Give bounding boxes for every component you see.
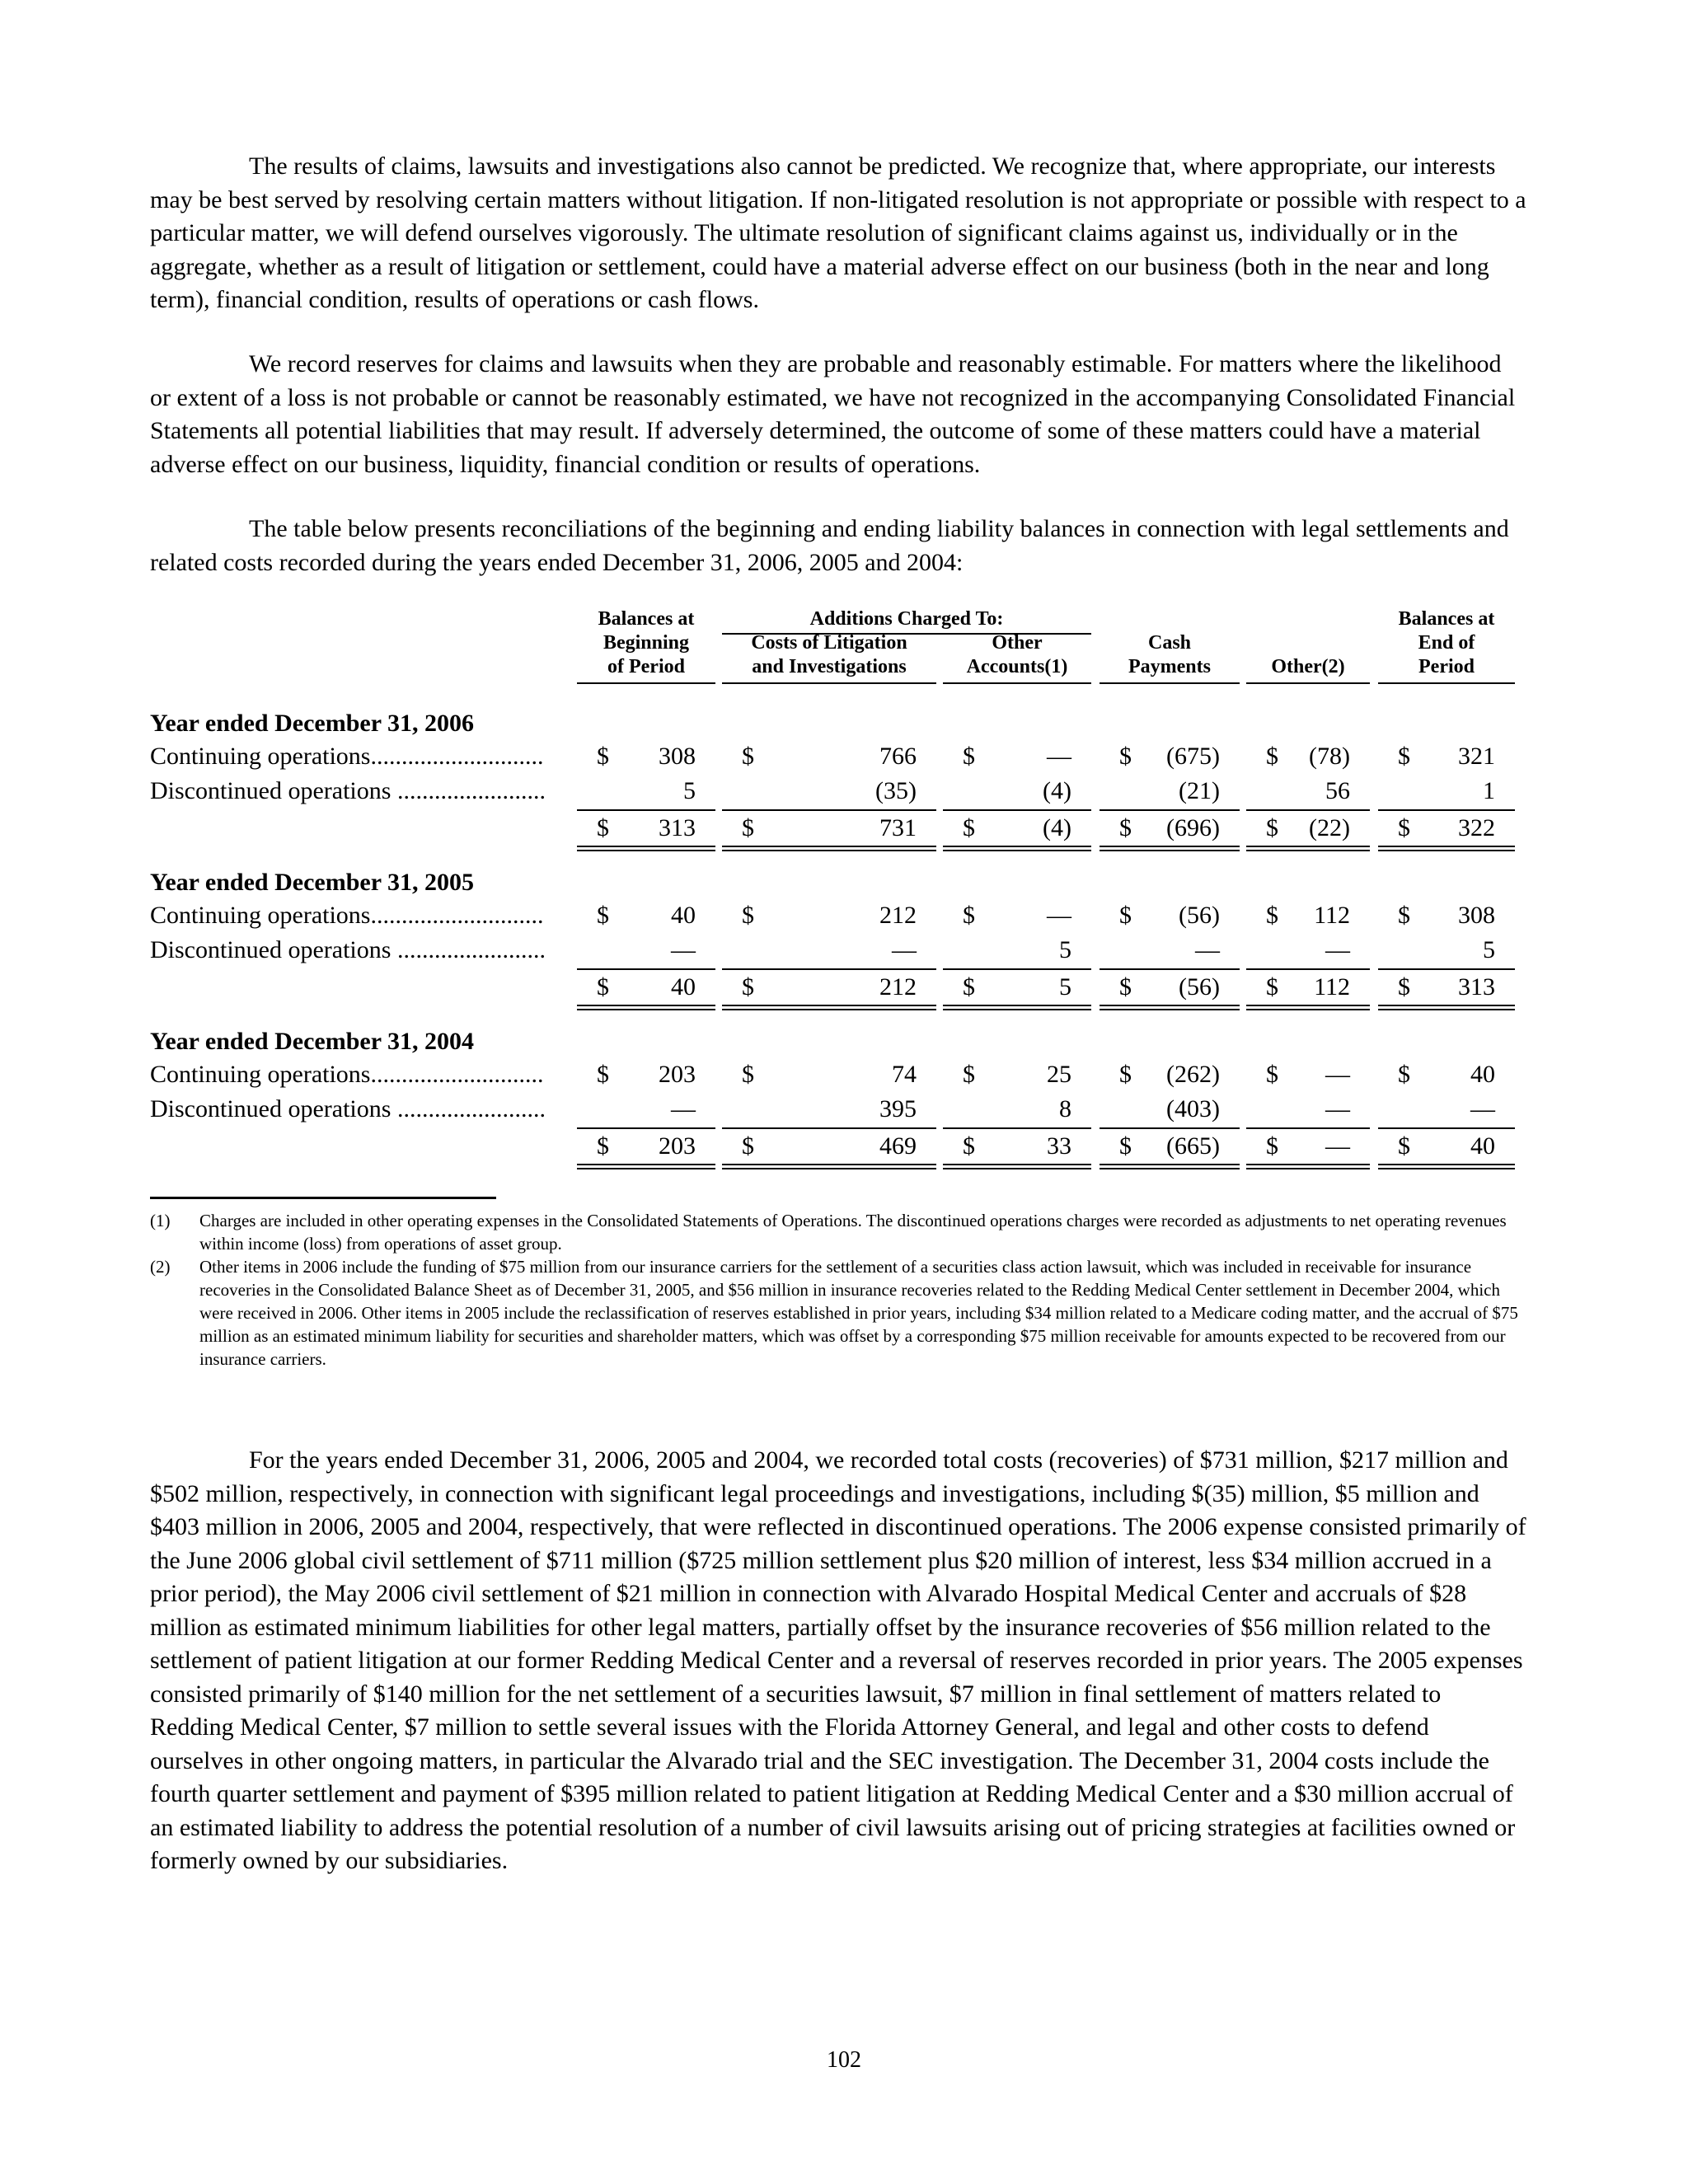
cell-value: 308 [1458,902,1495,929]
cell-value: (35) [875,777,917,804]
currency-sign: $ [1398,1061,1410,1088]
year-heading: Year ended December 31, 2006 [150,710,474,737]
currency-sign: $ [1266,1132,1278,1160]
footnote-separator [150,1197,496,1199]
currency-sign: $ [1266,902,1278,929]
cell-cont-ending [1378,901,1515,930]
footnote-number: (1) [150,1211,171,1230]
cell-cont-litigation [722,1060,936,1090]
currency-sign: $ [1398,743,1410,770]
currency-sign: $ [742,1061,754,1088]
paragraph-total-costs: For the years ended December 31, 2006, 2005 and 2004, we recorded total costs (recoveries) of $731 million, $217 million and $502 million, respectively, in connection with significant legal proceedings and investigations, including $(35) million, $5 million and $403 million in 2006, 2005 and 2004, respectively, that were reflected in discontinued operations. The 2006 expense consisted primarily of the June 2006 global civil settlement of $711 million ($725 million settlement plus $20 million of interest, less $34 million accrued in a prior period), the May 2006 civil settlement of $21 million in connection with Alvarado Hospital Medical Center and accruals of $28 million as estimated minimum liabilities for other legal matters, partially offset by the insurance recoveries of $56 million related to the settlement of patient litigation at our former Redding Medical Center and a reversal of reserves recorded in prior years. The 2005 expenses consisted primarily of $140 million for the net settlement of a securities lawsuit, $7 million in final settlement of matters related to Redding Medical Center, $7 million to settle several issues with the Florida Attorney General, and legal and other costs to defend ourselves in other ongoing matters, in particular the Alvarado trial and the SEC investigation. The December 31, 2004 costs include the fourth quarter settlement and payment of $395 million related to patient litigation at Redding Medical Center and a $30 million accrual of an estimated liability to address the potential resolution of a number of civil lawsuits arising out of pricing strategies at facilities owned or formerly owned by our subsidiaries. [150,1446,1526,1874]
cell-value: 5 [683,777,696,804]
cell-value: — [671,936,696,963]
header-underline-cash-payments [1100,682,1240,684]
currency-sign: $ [1266,814,1278,841]
cell-value: (696) [1166,814,1220,841]
cell-cont-beginning [577,901,715,930]
cell-disc-cash-payments [1100,935,1240,965]
cell-cont-cash-payments [1100,901,1240,930]
cell-total-beginning [577,1132,715,1161]
total-double-rule-beginning [577,846,715,851]
cell-disc-other-2 [1246,1094,1370,1124]
header-text: Cash [1147,632,1192,654]
cell-value: (403) [1166,1095,1220,1122]
cell-disc-other-accounts [943,776,1091,806]
cell-value: 395 [879,1095,917,1122]
paragraph-claims-unpredictable: The results of claims, lawsuits and investigations also cannot be predicted. We recognize that, where appropriate, our interests may be best served by resolving certain matters without litigation. If non-litigated resolution is not appropriate or possible with respect to a particular matter, we will defend ourselves vigorously. The ultimate resolution of significant claims against us, individually or in the aggregate, whether as a result of litigation or settlement, could have a material adverse effect on our business (both in the near and long term), financial condition, results of operations or cash flows. [150,152,1526,313]
cell-value: 112 [1314,973,1350,1001]
currency-sign: $ [742,902,754,929]
row-label-discontinued: Discontinued operations ........................ [150,1095,546,1122]
header-text: of Period [607,656,685,677]
subtotal-rule-beginning [577,968,715,970]
paragraph-table-intro: The table below presents reconciliations of the beginning and ending liability balances in connection with legal settlements and related costs recorded during the years ended December 31, 2006, 2005 and 2004: [150,515,1509,576]
cell-disc-ending [1378,776,1515,806]
header-costs-litigation [722,631,936,679]
page-number: 102 [827,2047,861,2073]
currency-sign: $ [1398,814,1410,841]
currency-sign: $ [963,973,975,1001]
subtotal-rule-cash-payments [1100,968,1240,970]
cell-disc-other-2 [1246,935,1370,965]
cell-value: 112 [1314,902,1350,929]
cell-value: — [1047,743,1071,770]
subtotal-rule-other-2 [1246,968,1370,970]
cell-value: 8 [1059,1095,1071,1122]
total-double-rule-other-2 [1246,1164,1370,1169]
total-double-rule-litigation [722,1005,936,1010]
currency-sign: $ [963,902,975,929]
cell-value: (56) [1179,902,1220,929]
cell-value: — [1195,936,1220,963]
header-ending-balance [1378,607,1515,679]
cell-value: (22) [1309,814,1350,841]
cell-value: — [1325,1132,1350,1160]
subtotal-rule-litigation [722,809,936,811]
cell-value: 40 [1470,1132,1495,1160]
currency-sign: $ [597,814,609,841]
cell-cont-cash-payments [1100,742,1240,771]
currency-sign: $ [742,1132,754,1160]
cell-cont-other-accounts [943,901,1091,930]
header-underline-beginning [577,682,715,684]
cell-total-beginning [577,813,715,843]
row-label-discontinued: Discontinued operations ........................ [150,936,546,963]
cell-total-other-accounts [943,1132,1091,1161]
currency-sign: $ [963,1061,975,1088]
subtotal-rule-other-accounts [943,968,1091,970]
cell-value: 5 [1483,936,1495,963]
cell-total-ending [1378,813,1515,843]
subtotal-rule-cash-payments [1100,1127,1240,1129]
cell-value: (78) [1309,743,1350,770]
cell-disc-litigation [722,776,936,806]
cell-disc-litigation [722,935,936,965]
currency-sign: $ [1398,1132,1410,1160]
header-cash-payments [1100,631,1240,679]
total-double-rule-other-2 [1246,846,1370,851]
cell-disc-beginning [577,1094,715,1124]
footnote-number: (2) [150,1257,171,1277]
footnote-2 [150,1255,1528,1371]
header-text: Other [992,632,1043,654]
total-double-rule-other-accounts [943,846,1091,851]
cell-total-litigation [722,813,936,843]
header-text: Beginning [603,632,690,654]
cell-value: (4) [1043,777,1071,804]
total-double-rule-ending [1378,1005,1515,1010]
cell-cont-other-accounts [943,742,1091,771]
cell-total-other-2 [1246,813,1370,843]
cell-value: 40 [671,902,696,929]
currency-sign: $ [1119,814,1132,841]
currency-sign: $ [1119,1061,1132,1088]
row-label-discontinued: Discontinued operations ........................ [150,777,546,804]
cell-disc-cash-payments [1100,776,1240,806]
cell-total-cash-payments [1100,813,1240,843]
currency-sign: $ [963,1132,975,1160]
header-text: Balances at [598,608,695,630]
cell-total-beginning [577,972,715,1002]
total-double-rule-ending [1378,1164,1515,1169]
cell-total-litigation [722,1132,936,1161]
cell-value: (665) [1166,1132,1220,1160]
cell-value: (262) [1166,1061,1220,1088]
cell-value: 766 [879,743,917,770]
subtotal-rule-other-2 [1246,809,1370,811]
header-other-2: Other(2) [1271,656,1345,677]
currency-sign: $ [963,814,975,841]
cell-total-litigation [722,972,936,1002]
cell-value: 25 [1047,1061,1071,1088]
currency-sign: $ [597,743,609,770]
cell-value: — [1325,1061,1350,1088]
header-additions-group: Additions Charged To: [809,608,1004,630]
currency-sign: $ [597,1061,609,1088]
subtotal-rule-cash-payments [1100,809,1240,811]
cell-value: — [1325,936,1350,963]
cell-disc-ending [1378,935,1515,965]
cell-cont-ending [1378,742,1515,771]
cell-total-cash-payments [1100,972,1240,1002]
cell-cont-litigation [722,742,936,771]
subtotal-rule-litigation [722,968,936,970]
total-double-rule-cash-payments [1100,1005,1240,1010]
currency-sign: $ [597,973,609,1001]
currency-sign: $ [1119,1132,1132,1160]
cell-total-cash-payments [1100,1132,1240,1161]
footnote-1 [150,1209,1528,1255]
cell-value: 203 [659,1132,696,1160]
cell-value: 33 [1047,1132,1071,1160]
cell-value: — [1047,902,1071,929]
currency-sign: $ [1266,973,1278,1001]
cell-value: (21) [1179,777,1220,804]
cell-value: (56) [1179,973,1220,1001]
currency-sign: $ [1266,1061,1278,1088]
header-text: Payments [1128,656,1211,677]
currency-sign: $ [742,973,754,1001]
year-heading: Year ended December 31, 2004 [150,1028,474,1055]
cell-disc-cash-payments [1100,1094,1240,1124]
currency-sign: $ [1398,902,1410,929]
header-text: Accounts(1) [966,656,1068,677]
cell-disc-beginning [577,776,715,806]
total-double-rule-cash-payments [1100,1164,1240,1169]
subtotal-rule-beginning [577,1127,715,1129]
currency-sign: $ [597,902,609,929]
cell-value: 321 [1458,743,1495,770]
header-underline-other-accounts [943,682,1091,684]
subtotal-rule-beginning [577,809,715,811]
cell-value: 56 [1325,777,1350,804]
cell-value: (4) [1043,814,1071,841]
cell-cont-other-2 [1246,1060,1370,1090]
cell-cont-beginning [577,1060,715,1090]
cell-total-ending [1378,972,1515,1002]
cell-disc-beginning [577,935,715,965]
cell-total-other-accounts [943,972,1091,1002]
total-double-rule-other-accounts [943,1164,1091,1169]
total-double-rule-cash-payments [1100,846,1240,851]
header-beginning-balance [577,607,715,679]
cell-value: 469 [879,1132,917,1160]
currency-sign: $ [1398,973,1410,1001]
cell-cont-litigation [722,901,936,930]
cell-value: 212 [879,973,917,1001]
year-heading: Year ended December 31, 2005 [150,869,474,896]
cell-cont-ending [1378,1060,1515,1090]
cell-cont-other-2 [1246,901,1370,930]
currency-sign: $ [1119,902,1132,929]
cell-cont-other-accounts [943,1060,1091,1090]
row-label-continuing: Continuing operations............................ [150,1061,544,1088]
subtotal-rule-litigation [722,1127,936,1129]
cell-disc-litigation [722,1094,936,1124]
cell-disc-other-accounts [943,1094,1091,1124]
footnote-text: Charges are included in other operating expenses in the Consolidated Statements of Operations. The discontinued operations charges were recorded as adjustments to net operating revenues within income (loss) from operations of asset group. [199,1211,1507,1254]
header-text: Costs of Litigation [751,632,907,654]
total-double-rule-litigation [722,1164,936,1169]
cell-value: — [1325,1095,1350,1122]
subtotal-rule-ending [1378,968,1515,970]
currency-sign: $ [742,743,754,770]
total-double-rule-other-accounts [943,1005,1091,1010]
cell-disc-ending [1378,1094,1515,1124]
cell-value: 1 [1483,777,1495,804]
cell-cont-other-2 [1246,742,1370,771]
cell-value: 212 [879,902,917,929]
subtotal-rule-other-2 [1246,1127,1370,1129]
cell-cont-beginning [577,742,715,771]
currency-sign: $ [1119,743,1132,770]
cell-value: — [1470,1095,1495,1122]
subtotal-rule-ending [1378,1127,1515,1129]
total-double-rule-beginning [577,1005,715,1010]
subtotal-rule-other-accounts [943,809,1091,811]
header-text: and Investigations [752,656,907,677]
paragraph-reserves: We record reserves for claims and lawsuits when they are probable and reasonably estimable. For matters where the likelihood or extent of a loss is not probable or cannot be reasonably estimated, we have not recognized in the accompanying Consolidated Financial Statements all potential liabilities that may result. If adversely determined, the outcome of some of these matters could have a material adverse effect on our business, liquidity, financial condition or results of operations. [150,350,1516,478]
header-underline-litigation [722,682,936,684]
cell-value: (675) [1166,743,1220,770]
subtotal-rule-other-accounts [943,1127,1091,1129]
row-label-continuing: Continuing operations............................ [150,902,544,929]
cell-value: 731 [879,814,917,841]
cell-total-ending [1378,1132,1515,1161]
cell-value: — [671,1095,696,1122]
row-label-continuing: Continuing operations............................ [150,743,544,770]
cell-value: — [892,936,917,963]
cell-value: 313 [659,814,696,841]
currency-sign: $ [597,1132,609,1160]
total-double-rule-other-2 [1246,1005,1370,1010]
currency-sign: $ [742,814,754,841]
cell-value: 203 [659,1061,696,1088]
cell-cont-cash-payments [1100,1060,1240,1090]
cell-value: 322 [1458,814,1495,841]
cell-value: 313 [1458,973,1495,1001]
cell-value: 308 [659,743,696,770]
total-double-rule-beginning [577,1164,715,1169]
total-double-rule-litigation [722,846,936,851]
cell-total-other-accounts [943,813,1091,843]
header-text: End of [1418,632,1475,654]
cell-value: 5 [1059,936,1071,963]
header-underline-other-2 [1246,682,1370,684]
header-other-accounts [943,631,1091,679]
cell-value: 5 [1059,973,1071,1001]
cell-disc-other-accounts [943,935,1091,965]
cell-total-other-2 [1246,972,1370,1002]
header-underline-ending [1378,682,1515,684]
cell-value: 40 [1470,1061,1495,1088]
cell-value: 40 [671,973,696,1001]
cell-disc-other-2 [1246,776,1370,806]
total-double-rule-ending [1378,846,1515,851]
subtotal-rule-ending [1378,809,1515,811]
currency-sign: $ [963,743,975,770]
cell-value: 74 [892,1061,917,1088]
cell-total-other-2 [1246,1132,1370,1161]
header-text: Period [1418,656,1475,677]
currency-sign: $ [1266,743,1278,770]
footnote-text: Other items in 2006 include the funding of $75 million from our insurance carriers for the settlement of a securities class action lawsuit, which was included in receivable for insurance recoveries in the Consolidated Balance Sheet as of December 31, 2005, and $56 million in insurance recoveries related to the Redding Medical Center settlement in December 2004, which were received in 2006. Other items in 2005 include the reclassification of reserves established in prior years, including $34 million related to a Medicare coding matter, and the accrual of $75 million as an estimated minimum liability for securities and shareholder matters, which was offset by a corresponding $75 million receivable for amounts expected to be recovered from our insurance carriers. [199,1257,1518,1369]
header-text: Balances at [1398,608,1495,630]
currency-sign: $ [1119,973,1132,1001]
